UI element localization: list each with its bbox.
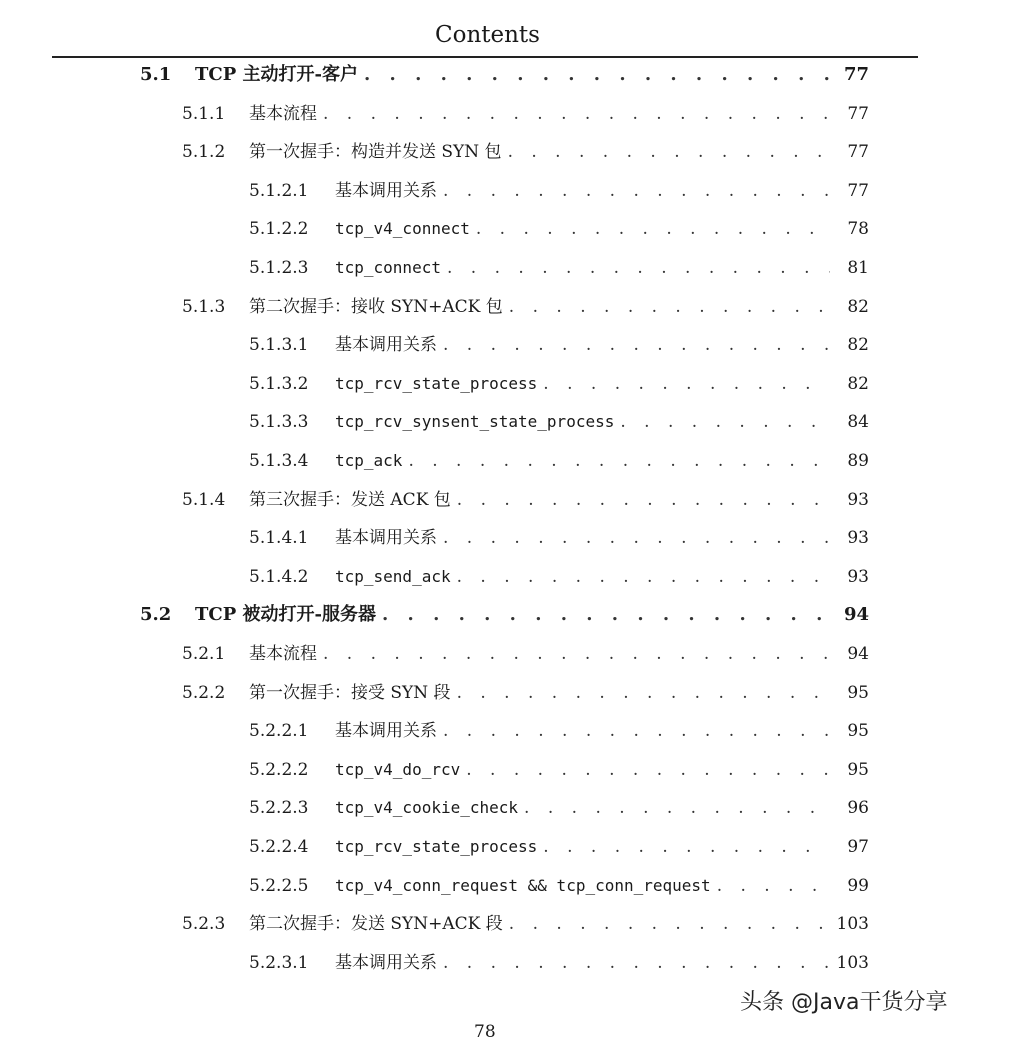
toc-entry-title: 基本调用关系: [335, 721, 437, 742]
toc-entry-page: 77: [847, 142, 869, 163]
toc-entry[interactable]: [0, 99, 1012, 129]
toc-entry-title: 基本调用关系: [335, 335, 437, 356]
toc-entry-number: 5.2.1: [182, 644, 226, 664]
toc-entry-title: 基本调用关系: [335, 952, 437, 973]
toc-entry-title: 基本流程: [249, 644, 317, 664]
toc-entry-title: tcp_rcv_state_process: [335, 837, 538, 856]
toc-entry-number: 5.1.2: [182, 142, 226, 163]
dot-leader: [323, 639, 830, 669]
toc-entry-page: 94: [843, 604, 869, 626]
toc-entry[interactable]: [0, 407, 1012, 437]
toc-entry-title: tcp_v4_cookie_check: [335, 798, 519, 818]
dot-leader: [443, 176, 830, 206]
toc-entry-page: 77: [843, 64, 869, 85]
toc-entry[interactable]: [0, 600, 1012, 630]
toc-entry-title: tcp_v4_connect: [335, 219, 470, 239]
toc-entry-number: 5.1.3.3: [249, 412, 309, 433]
toc-entry[interactable]: [0, 253, 1012, 283]
toc-entry-number: 5.2: [140, 604, 172, 626]
toc-entry-title: tcp_rcv_state_process: [335, 373, 538, 393]
dot-leader: [443, 523, 830, 553]
toc-entry[interactable]: [0, 909, 1012, 939]
toc-entry-title: 第二次握手：发送 SYN+ACK 段: [249, 914, 503, 935]
dot-leader: [457, 485, 830, 515]
toc-entry[interactable]: [0, 755, 1012, 785]
toc-entry-number: 5.1.4: [182, 489, 226, 510]
toc-entry[interactable]: [0, 832, 1012, 862]
toc-entry-page: 82: [847, 296, 869, 317]
toc-entry-number: 5.2.3.1: [249, 952, 309, 973]
toc-entry-page: 81: [847, 258, 869, 278]
dot-leader: [620, 407, 830, 437]
toc-entry-title: tcp_v4_do_rcv: [335, 759, 461, 779]
dot-leader: [443, 716, 830, 746]
toc-entry-page: 84: [847, 412, 869, 433]
toc-entry-title: 基本调用关系: [335, 180, 437, 201]
toc-entry-number: 5.2.2.3: [249, 798, 309, 819]
toc-entry-page: 89: [847, 451, 869, 471]
toc-entry-number: 5.1.4.1: [249, 528, 309, 549]
toc-entry[interactable]: [0, 523, 1012, 553]
toc-entry[interactable]: [0, 716, 1012, 746]
toc-entry-page: 77: [847, 180, 869, 201]
toc-entry[interactable]: [0, 369, 1012, 399]
dot-leader: [443, 948, 830, 978]
toc-entry-number: 5.1.2.3: [249, 258, 309, 278]
toc-entry[interactable]: [0, 137, 1012, 167]
toc-entry-title: tcp_send_ack: [335, 566, 451, 586]
toc-entry-title: tcp_rcv_synsent_state_process: [335, 412, 615, 432]
toc-entry-number: 5.2.2.4: [249, 837, 309, 857]
dot-leader: [466, 755, 830, 785]
toc-entry-title: 基本流程: [249, 103, 317, 124]
header-rule: [52, 56, 918, 58]
toc-entry[interactable]: [0, 948, 1012, 978]
toc-entry-number: 5.2.2.1: [249, 721, 309, 742]
toc-entry-page: 95: [847, 682, 869, 703]
watermark: 头条 @Java干货分享: [740, 990, 948, 1015]
dot-leader: [476, 214, 830, 244]
toc-entry-number: 5.2.2: [182, 682, 226, 703]
page-header-title: Contents: [435, 22, 540, 48]
toc-entry[interactable]: [0, 485, 1012, 515]
toc-entry-number: 5.2.3: [182, 914, 226, 935]
toc-entry-page: 93: [847, 528, 869, 549]
toc-entry-title: 第二次握手：接收 SYN+ACK 包: [249, 296, 503, 317]
toc-entry-number: 5.1.2.2: [249, 219, 309, 240]
toc-entry-page: 103: [836, 914, 869, 935]
toc-entry-title: 第三次握手：发送 ACK 包: [249, 489, 451, 510]
toc-entry[interactable]: [0, 639, 1012, 669]
toc-entry[interactable]: [0, 292, 1012, 322]
toc-entry[interactable]: [0, 562, 1012, 592]
toc-entry-number: 5.1.2.1: [249, 180, 309, 201]
toc-entry-page: 97: [847, 837, 869, 857]
toc-entry[interactable]: [0, 176, 1012, 206]
toc-entry-number: 5.1.3.4: [249, 451, 309, 471]
toc-entry-page: 96: [847, 798, 869, 819]
toc-entry-number: 5.2.2.5: [249, 875, 309, 896]
dot-leader: [457, 562, 830, 592]
dot-leader: [364, 60, 830, 90]
toc-entry[interactable]: [0, 871, 1012, 901]
toc-entry-title: 基本调用关系: [335, 528, 437, 549]
toc-entry-number: 5.1.3.1: [249, 335, 309, 356]
toc-entry-title: 第一次握手：构造并发送 SYN 包: [249, 142, 502, 163]
toc-entry-page: 82: [847, 335, 869, 356]
toc-entry-page: 93: [847, 489, 869, 510]
toc-entry-page: 99: [847, 875, 869, 896]
dot-leader: [382, 600, 830, 630]
dot-leader: [323, 99, 830, 129]
toc-entry[interactable]: [0, 60, 1012, 90]
toc-entry-title: TCP 主动打开-客户: [195, 64, 358, 85]
dot-leader: [447, 253, 830, 283]
dot-leader: [443, 330, 830, 360]
toc-entry[interactable]: [0, 330, 1012, 360]
toc-entry-title: 第一次握手：接受 SYN 段: [249, 682, 451, 703]
page-number: 78: [474, 1022, 496, 1042]
toc-entry-title: TCP 被动打开-服务器: [195, 604, 376, 626]
dot-leader: [524, 793, 830, 823]
toc-entry-title: tcp_connect: [335, 258, 441, 277]
toc-entry[interactable]: [0, 446, 1012, 476]
toc-entry-number: 5.1: [140, 64, 172, 85]
toc-entry-page: 82: [847, 373, 869, 394]
toc-entry-page: 103: [836, 952, 869, 973]
toc-entry[interactable]: [0, 214, 1012, 244]
toc-entry-title: tcp_v4_conn_request && tcp_conn_request: [335, 875, 711, 895]
dot-leader: [543, 832, 830, 862]
toc-entry-page: 94: [847, 644, 869, 664]
dot-leader: [717, 871, 830, 901]
toc-entry-page: 77: [847, 103, 869, 124]
toc-entry-number: 5.1.1: [182, 103, 226, 124]
toc-entry-page: 95: [847, 721, 869, 742]
dot-leader: [508, 137, 830, 167]
toc-entry[interactable]: [0, 793, 1012, 823]
toc-entry-page: 95: [847, 759, 869, 780]
dot-leader: [543, 369, 830, 399]
toc-entry-number: 5.1.4.2: [249, 566, 309, 587]
dot-leader: [509, 292, 830, 322]
toc-entry-number: 5.1.3.2: [249, 373, 309, 394]
dot-leader: [509, 909, 830, 939]
dot-leader: [408, 446, 830, 476]
toc-entry-page: 78: [847, 219, 869, 240]
toc-entry-number: 5.1.3: [182, 296, 226, 317]
toc-entry-number: 5.2.2.2: [249, 759, 309, 780]
toc-entry-title: tcp_ack: [335, 451, 403, 470]
toc-entry[interactable]: [0, 678, 1012, 708]
dot-leader: [457, 678, 830, 708]
toc-entry-page: 93: [847, 566, 869, 587]
